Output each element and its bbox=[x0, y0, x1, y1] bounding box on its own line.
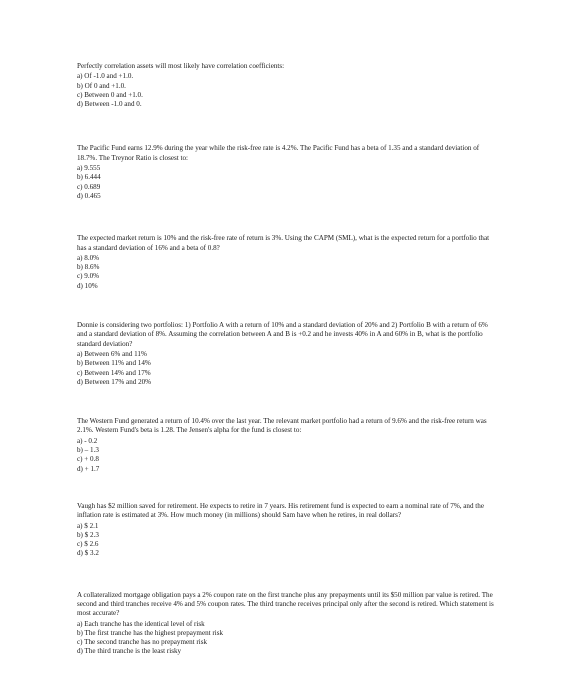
option-list bbox=[77, 72, 497, 109]
question-stem: A collateralized mortgage obligation pays a 2% coupon rate on the first tranche plus any prepayments until its $50 million par value is retired. The second and third tranches receive 4% and 5% coupon rates. The third tranche receives principal only after the second is retired. Which statement is most accurate? bbox=[77, 590, 494, 618]
document-page bbox=[77, 62, 497, 657]
option-d: d) + 1.7 bbox=[77, 464, 100, 473]
question-6 bbox=[77, 502, 497, 559]
option-c: c) + 0.8 bbox=[77, 455, 99, 464]
question-stem: Vaugh has $2 million saved for retirement. He expects to retire in 7 years. His retirement fund is expected to earn a nominal rate of 7%, and the inflation rate is estimated at 3%. How much money (in millions) should Sam have when he retires, in real dollars? bbox=[77, 501, 484, 520]
option-c: c) Between 0 and +1.0. bbox=[77, 90, 143, 99]
question-stem: The expected market return is 10% and the risk-free rate of return is 3%. Using the CAPM (SML), what is the expected return for a portfolio that has a standard deviation of 16% and a beta of 0.8? bbox=[77, 234, 490, 252]
option-d: d) $ 3.2 bbox=[77, 549, 99, 558]
option-list bbox=[77, 350, 497, 387]
question-3 bbox=[77, 234, 497, 291]
option-d: d) 10% bbox=[77, 281, 98, 290]
option-list bbox=[77, 437, 497, 474]
question-4 bbox=[77, 321, 497, 387]
option-d: d) 0.465 bbox=[77, 191, 101, 200]
option-b: b) – 1.3 bbox=[77, 446, 99, 455]
option-b: b) 8.6% bbox=[77, 263, 100, 272]
question-stem: The Western Fund generated a return of 10.4% over the last year. The relevant market portfolio had a return of 9.6% and the risk-free return was 2.1%. Western Fund's beta is 1.28. The Jensen's alpha for the fund is closest to: bbox=[77, 417, 487, 435]
option-list bbox=[77, 254, 497, 291]
option-list bbox=[77, 522, 497, 559]
option-a: a) Between 6% and 11% bbox=[77, 349, 147, 358]
question-7 bbox=[77, 591, 497, 657]
option-list bbox=[77, 620, 497, 657]
option-b: b) 6.444 bbox=[77, 173, 101, 182]
question-stem: The Pacific Fund earns 12.9% during the year while the risk-free rate is 4.2%. The Pacific Fund has a beta of 1.35 and a standard deviation of 18.7%. The Treynor Ratio is closest to: bbox=[77, 144, 480, 162]
option-c: c) 0.689 bbox=[77, 182, 101, 191]
question-1 bbox=[77, 62, 497, 109]
option-a: a) Each tranche has the identical level of risk bbox=[77, 619, 205, 628]
option-list bbox=[77, 164, 497, 201]
option-c: c) Between 14% and 17% bbox=[77, 368, 151, 377]
question-stem: Perfectly correlation assets will most likely have correlation coefficients: bbox=[77, 62, 285, 70]
option-b: b) $ 2.3 bbox=[77, 530, 99, 539]
option-b: b) Of 0 and +1.0. bbox=[77, 81, 126, 90]
option-a: a) 9.555 bbox=[77, 164, 101, 173]
option-d: d) Between -1.0 and 0. bbox=[77, 100, 142, 109]
question-5 bbox=[77, 417, 497, 474]
option-a: a) $ 2.1 bbox=[77, 521, 99, 530]
question-stem: Donnie is considering two portfolios: 1) Portfolio A with a return of 10% and a standard deviation of 20% and 2) Portfolio B with a return of 6% and a standard deviation of 8%. Assuming the correlation between A and B is +0.2 and he invests 40% in A and 60% in B, what is the portfolio standard deviation? bbox=[77, 321, 488, 348]
option-b: b) The first tranche has the highest prepayment risk bbox=[77, 628, 224, 637]
question-2 bbox=[77, 144, 497, 201]
option-a: a) Of -1.0 and +1.0. bbox=[77, 72, 134, 81]
option-d: d) Between 17% and 20% bbox=[77, 377, 152, 386]
option-d: d) The third tranche is the least risky bbox=[77, 647, 182, 656]
option-c: c) 9.0% bbox=[77, 272, 100, 281]
option-b: b) Between 11% and 14% bbox=[77, 359, 151, 368]
option-a: a) 8.0% bbox=[77, 253, 100, 262]
option-a: a) - 0.2 bbox=[77, 436, 98, 445]
option-c: c) $ 2.6 bbox=[77, 540, 99, 549]
option-c: c) The second tranche has no prepayment risk bbox=[77, 638, 208, 647]
